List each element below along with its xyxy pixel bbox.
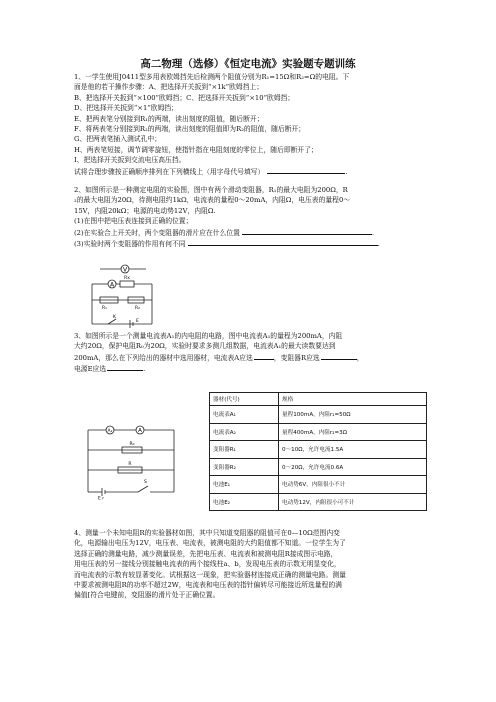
table-cell: 电流表A₁ <box>210 406 279 424</box>
q1-line: H、两表笔短接，调节调零旋钮，使指针指在电阻刻度的零位上，随后即断开了； <box>74 145 318 154</box>
equipment-table <box>209 392 427 511</box>
q3-select-e: 电源E应选 <box>74 365 107 374</box>
q3-circuit-diagram <box>78 420 188 500</box>
table-cell: 电池E₁ <box>210 476 279 494</box>
table-row <box>210 406 427 424</box>
table-header: 器材(代号) <box>210 393 279 406</box>
table-row <box>210 441 427 459</box>
question-1 <box>74 72 426 177</box>
a-label: A <box>138 428 142 435</box>
table-cell: 电流表A₂ <box>210 423 279 441</box>
r1-label: R₁ <box>102 306 107 311</box>
r-label: R <box>128 462 132 467</box>
q1-line: D、把选择开关扳到“×1”欧姆挡； <box>74 104 178 113</box>
q4-line: 偏值[符合电键前，变阻器的滑片处于正确位置。 <box>74 591 220 600</box>
q3-line: 200mA，那么在下列给出的器材中选用器材，电流表A应选 ，变阻器R应选 ， <box>74 353 364 362</box>
table-header: 规格 <box>279 393 427 406</box>
q1-answer-prompt: 试将合理步骤按正确顺序排列在下列横线上（用字母代号填写） <box>74 167 265 176</box>
switch-label: K <box>113 315 116 320</box>
q3-emf-blank[interactable] <box>107 363 143 371</box>
table-cell: 电池E₂ <box>210 493 279 511</box>
q3-line: 3、如图所示是一个测量电流表A₁的内电阻的电路，图中电流表A₁的量程为200mA，内阻 <box>74 332 343 340</box>
switch-label: S <box>144 480 147 485</box>
table-cell: 0～20Ω，允许电流0.6A <box>279 458 427 476</box>
q4-line: 化，电源输出电压为12V，电压表、电流表，被测电阻的大约阻值都不知道。一位学生为了 <box>74 539 346 548</box>
q4-line: 4、测量一个未知电阻R的实验器材如图，其中只知道变阻器的阻值可在0—10Ω范围内变 <box>74 529 340 537</box>
q2-sub-3: (3)实验时两个变阻器的作用有何不同 <box>74 240 186 249</box>
q3-line: 电源E应选 . <box>74 365 146 374</box>
q2-circuit-diagram <box>86 260 158 328</box>
table-cell: 量程400mA，内阻r₂=3Ω <box>279 423 427 441</box>
a1-label: A₁ <box>107 429 113 434</box>
table-cell: 0～10Ω，允许电流1.5A <box>279 441 427 459</box>
table-header-row <box>210 393 427 406</box>
q2-sub-1: (1)在图中把电压表连接到正确的位置； <box>74 217 193 226</box>
q3-select-r: ，变阻器R应选 <box>273 353 320 362</box>
question-3 <box>74 331 426 375</box>
table-cell: 电动势6V，内阻很小不计 <box>279 476 427 494</box>
table-cell: 电动势12V，内阻很小可不计 <box>279 493 427 511</box>
q1-line: F、将两表笔分别接到R₂的两端，读出刻度的阻值即为R₂的阻值，随后断开； <box>74 125 306 134</box>
table-cell: 变阻器R₂ <box>210 458 279 476</box>
question-4 <box>74 528 426 601</box>
q2-line: 15V，内阻20kΩ；电源的电动势12V，内阻Ω. <box>74 206 216 215</box>
q3-line: 大约20Ω，保护电阻R₀为20Ω，实验时要求多测几组数据，电流表A₁的最大读数要达到 <box>74 342 336 351</box>
q3-select-a: 200mA，那么在下列给出的器材中选用器材，电流表A应选 <box>74 353 253 362</box>
q1-line: B、把选择开关扳到“×100”欧姆挡；C、把选择开关扳到“×10”欧姆挡； <box>74 93 295 102</box>
voltmeter-label: V <box>122 266 128 274</box>
q2-sub-2-line: (2)在实验合上开关时，两个变阻器的滑片应在什么位置 . <box>74 228 375 237</box>
r0-label: R₀ <box>129 442 135 447</box>
q3-rheostat-blank[interactable] <box>321 352 357 360</box>
rx-resistor <box>120 281 134 287</box>
q4-line: 中要求被测电阻R的功率不超过2W，电流表和电压表的指针偏转尽可能接近所选量程的满 <box>74 581 342 590</box>
ammeter-label: A <box>109 281 115 289</box>
q2-sub-3-blank[interactable] <box>188 238 378 246</box>
q2-line: ₂的最大电阻为20Ω，待测电阻约1kΩ，电流表的量程0～20mA，内阻Ω，电压表的量程0～ <box>74 196 351 205</box>
q1-line: I、把选择开关扳到交流电压高压挡。 <box>74 156 186 165</box>
q1-line: E、把两表笔分别接到R₁的两端，读出刻度的阻值，随后断开； <box>74 114 264 123</box>
emf-label: E r <box>98 496 105 500</box>
table-row <box>210 493 427 511</box>
q1-line: 1、一学生使用J0411型多用表欧姆挡先后检测两个阻值分别为R₁=15Ω和R₂=Ω的电阻。下 <box>74 73 350 81</box>
q2-sub-2: (2)在实验合上开关时，两个变阻器的滑片应在什么位置 <box>74 228 240 237</box>
q2-sub-2-blank[interactable] <box>242 227 372 235</box>
emf-label: E <box>136 319 139 324</box>
q4-line: 用电压表的另一接线分别接触电流表的两个接线柱a、b，发现电压表的示数无明显变化， <box>74 560 341 569</box>
q1-answer-line: 试将合理步骤按正确顺序排列在下列横线上（用字母代号填写） . <box>74 167 348 176</box>
table-cell: 变阻器R₁ <box>210 441 279 459</box>
q4-line: 选择正确的测量电路，减少测量误差，先把电压表、电流表和被测电阻R接成图示电路， <box>74 549 338 558</box>
question-2 <box>74 185 426 249</box>
table-row <box>210 458 427 476</box>
q4-line: 而电流表的示数有较显著变化。试根据这一现象，把实验器材连接成正确的测量电路。测量 <box>74 570 346 579</box>
page-title: 高二物理（选修）《恒定电流》实验题专题训练 <box>140 58 356 70</box>
rx-label: Rx <box>124 276 130 281</box>
r2-label: R₂ <box>135 306 140 311</box>
q1-answer-blank[interactable] <box>267 166 345 174</box>
q1-line: 面是他的若干操作步骤：A、把选择开关扳到“×1k”欧姆挡上； <box>74 83 264 92</box>
table-row <box>210 423 427 441</box>
q2-line: 2、如图所示是一种测定电阻的实验图，图中有两个滑动变阻器，R₁的最大电阻为200Ω，R <box>74 186 348 194</box>
q1-line: G、把两表笔插入测试孔中； <box>74 135 161 144</box>
table-row <box>210 476 427 494</box>
table-cell: 量程100mA，内阻r₁=50Ω <box>279 406 427 424</box>
q2-sub-3-line: (3)实验时两个变阻器的作用有何不同 . <box>74 240 380 249</box>
q3-ammeter-blank[interactable] <box>254 352 274 360</box>
